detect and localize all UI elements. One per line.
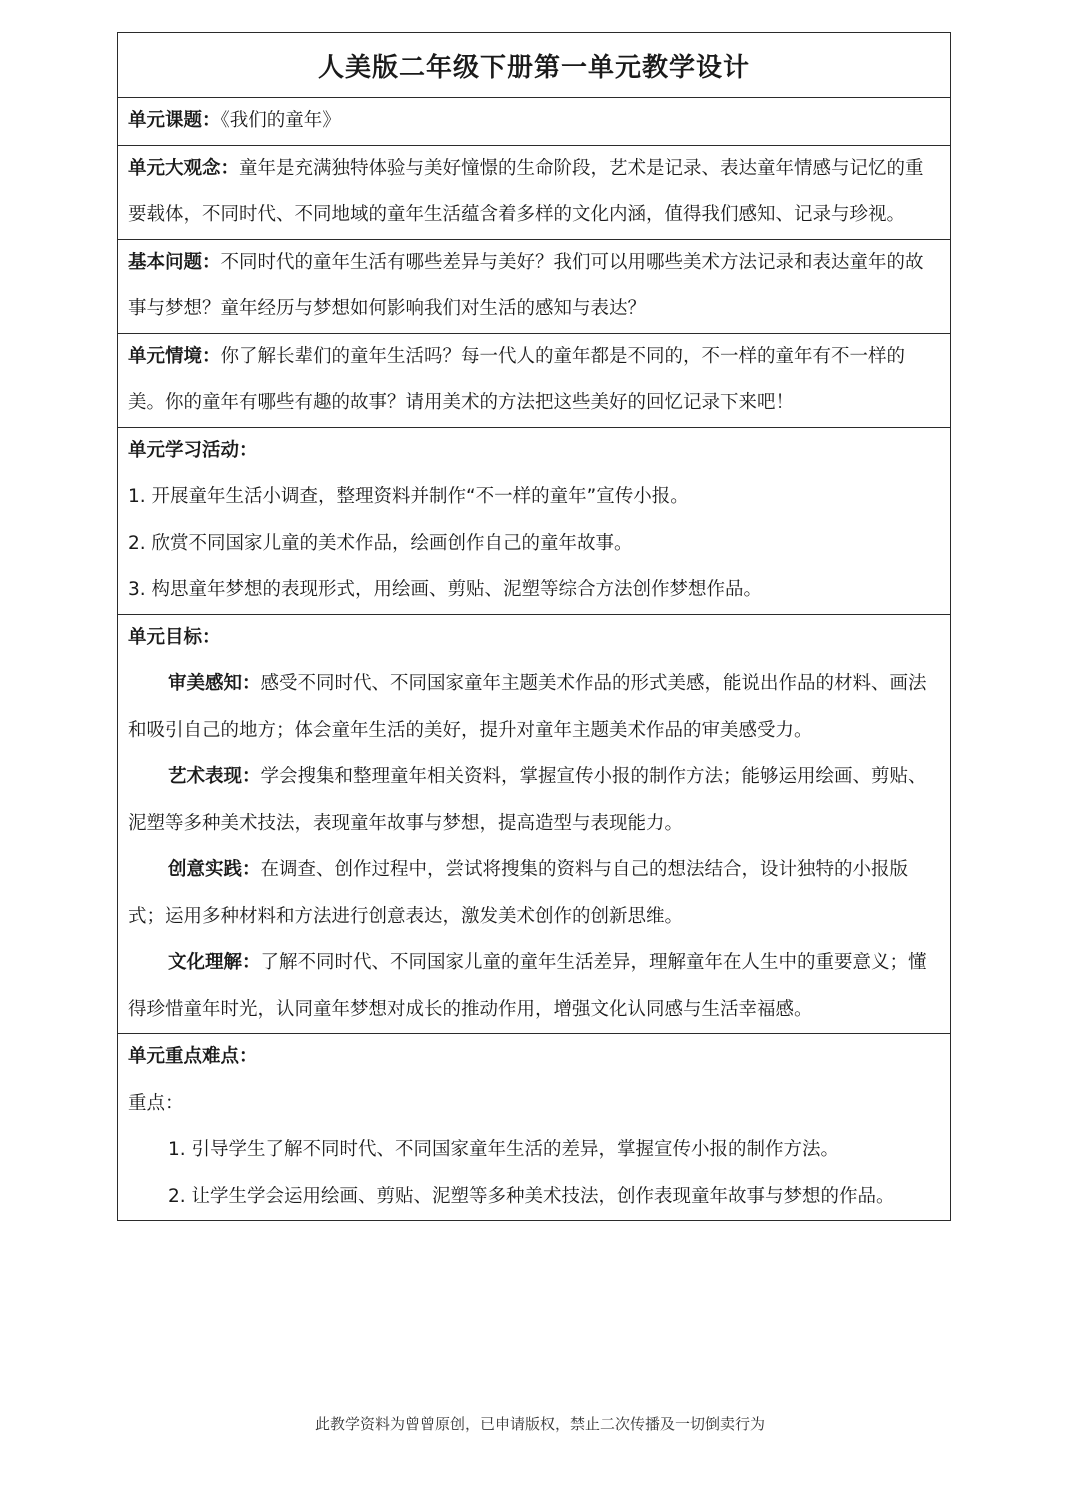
- topic-label: 单元课题：: [128, 110, 221, 131]
- big-idea-row: [118, 146, 950, 240]
- goal-item: [128, 754, 940, 847]
- goal-item-label: 创意实践：: [168, 859, 261, 880]
- basic-question-label: 基本问题：: [128, 251, 221, 273]
- copyright-footer: 此教学资料为曾曾原创，已申请版权，禁止二次传播及一切倒卖行为: [314, 1415, 765, 1433]
- key-points-label: 单元重点难点：: [128, 1046, 258, 1067]
- big-idea-label: 单元大观念：: [128, 157, 240, 179]
- activity-item: 1. 开展童年生活小调查，整理资料并制作“不一样的童年”宣传小报。: [128, 486, 689, 507]
- goals-label: 单元目标：: [128, 626, 221, 648]
- lesson-design-table: [117, 32, 951, 1221]
- basic-question-row: [118, 240, 950, 334]
- goals-row: [118, 615, 950, 1035]
- situation-row: [118, 334, 950, 428]
- goal-item-text: 感受不同时代、不同国家童年主题美术作品的形式美感，能说出作品的材料、画法和吸引自己的地方；体会童年生活的美好，提升对童年主题美术作品的审美感受力。: [128, 673, 927, 741]
- activities-row: [118, 428, 950, 615]
- key-point-item: 1. 引导学生了解不同时代、不同国家童年生活的差异，掌握宣传小报的制作方法。: [168, 1139, 840, 1160]
- key-points-sub-label: 重点：: [128, 1092, 184, 1114]
- big-idea-value: 童年是充满独特体验与美好憧憬的生命阶段，艺术是记录、表达童年情感与记忆的重要载体，不同时代、不同地域的童年生活蕴含着多样的文化内涵，值得我们感知、记录与珍视。: [128, 157, 924, 225]
- topic-row: [118, 98, 950, 146]
- goal-item-text: 在调查、创作过程中，尝试将搜集的资料与自己的想法结合，设计独特的小报版式；运用多种材料和方法进行创意表达，激发美术创作的创新思维。: [128, 859, 909, 927]
- goal-item-label: 文化理解：: [168, 952, 261, 973]
- goal-item: [128, 940, 940, 1033]
- goal-item-label: 审美感知：: [168, 673, 261, 694]
- key-points-row: [118, 1034, 950, 1220]
- goal-item: [128, 661, 940, 754]
- situation-value: 你了解长辈们的童年生活吗？每一代人的童年都是不同的，不一样的童年有不一样的美。你的童年有哪些有趣的故事？请用美术的方法把这些美好的回忆记录下来吧！: [128, 345, 906, 413]
- goal-item-text: 学会搜集和整理童年相关资料，掌握宣传小报的制作方法；能够运用绘画、剪贴、泥塑等多种美术技法，表现童年故事与梦想，提高造型与表现能力。: [128, 766, 927, 834]
- goal-item-text: 了解不同时代、不同国家儿童的童年生活差异，理解童年在人生中的重要意义；懂得珍惜童年时光，认同童年梦想对成长的推动作用，增强文化认同感与生活幸福感。: [128, 952, 927, 1020]
- situation-label: 单元情境：: [128, 345, 221, 367]
- title-row: [118, 33, 950, 98]
- topic-value: 《我们的童年》: [220, 110, 341, 131]
- activities-label: 单元学习活动：: [128, 439, 258, 461]
- page-title: 人美版二年级下册第一单元教学设计: [317, 52, 750, 83]
- key-point-item: 2. 让学生学会运用绘画、剪贴、泥塑等多种美术技法，创作表现童年故事与梦想的作品。: [168, 1185, 895, 1207]
- goal-item: [128, 847, 940, 940]
- activity-item: 2. 欣赏不同国家儿童的美术作品，绘画创作自己的童年故事。: [128, 532, 633, 554]
- goal-item-label: 艺术表现：: [168, 766, 261, 787]
- basic-question-value: 不同时代的童年生活有哪些差异与美好？我们可以用哪些美术方法记录和表达童年的故事与梦想？童年经历与梦想如何影响我们对生活的感知与表达？: [128, 251, 924, 319]
- activity-item: 3. 构思童年梦想的表现形式，用绘画、剪贴、泥塑等综合方法创作梦想作品。: [128, 579, 763, 600]
